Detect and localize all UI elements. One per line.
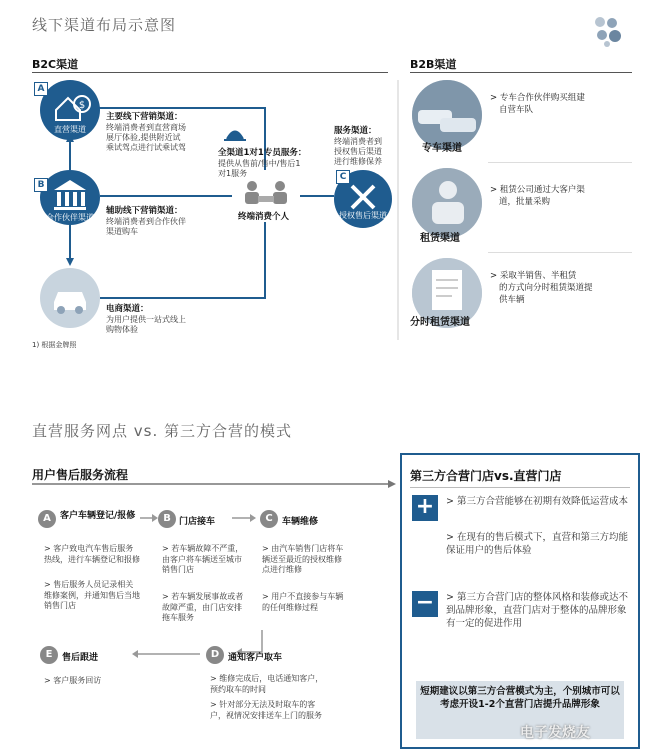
step-c-bullet: > 由汽车销售门店将车辆送至最近的授权维修点进行维修	[262, 544, 344, 574]
conclusion-box: 短期建议以第三方合营模式为主，个别城市可以考虑开设1-2个直营门店提升品牌形象	[416, 681, 624, 739]
timeshare-line: 的方式向分时租赁渠道提	[499, 283, 593, 293]
service-channel-title: 服务渠道：	[334, 126, 377, 136]
step-d-title: 通知客户取车	[228, 653, 283, 663]
aux-offline-line: 渠道购车	[106, 227, 138, 236]
step-a-bullet: > 客户致电汽车售后服务热线，进行车辆登记和报修	[44, 544, 140, 564]
leasing-channel-image	[412, 168, 482, 238]
timeshare-line: 供车辆	[499, 295, 525, 305]
svg-text:$: $	[78, 100, 86, 111]
step-d-bullet: > 维修完成后，电话通知客户，预约取车的时间	[210, 674, 324, 694]
main-offline-line: 终端消费者到直营商场	[106, 123, 186, 132]
service-channel-line: 授权售后渠道	[334, 147, 382, 156]
step-e-title: 售后跟进	[62, 653, 99, 663]
direct-channel-label: 直营渠道	[54, 125, 86, 134]
leasing-line: > 租赁公司通过大客户渠	[490, 185, 585, 195]
b2b-separator	[488, 252, 632, 253]
timeshare-line: > 采取半销售、半租赁	[490, 271, 577, 281]
node-c-badge: C	[336, 170, 350, 184]
step-d-bullet: > 针对部分无法及时取车的客户，视情况安排送车上门的服务	[210, 700, 322, 720]
full-service-line: 提供从售前/售中/售后1	[218, 159, 301, 168]
aux-offline-lines	[106, 217, 186, 237]
step-a-badge: A	[38, 510, 56, 528]
ecommerce-lines	[106, 315, 186, 335]
full-service-line: 对1服务	[218, 169, 248, 178]
partner-channel-node	[40, 170, 100, 225]
step-e-bullet: > 客户服务回访	[44, 676, 102, 685]
service-channel-lines	[334, 137, 382, 167]
flow-header-arrow	[32, 480, 400, 490]
leasing-line: 道，批量采购	[499, 197, 551, 207]
ride-hailing-label: 专车渠道	[422, 143, 462, 154]
step-c-title: 车辆维修	[282, 517, 319, 527]
plus-point: > 第三方合营能够在初期有效降低运营成本	[446, 496, 628, 507]
step-a-title: 客户车辆登记/报修	[60, 511, 136, 521]
b2b-header: B2B渠道	[410, 58, 457, 71]
timeshare-label: 分时租赁渠道	[410, 317, 470, 328]
step-e-badge: E	[40, 646, 58, 664]
direct-channel-node	[40, 80, 100, 140]
leasing-label: 租赁渠道	[420, 233, 460, 244]
step-b-bullet: > 若车辆发展事故或者故障严重，由门店安排拖车服务	[162, 592, 244, 622]
plus-point: > 在现有的售后模式下，直营和第三方均能保证用户的售后体验	[446, 532, 628, 556]
full-service-title: 全渠道1对1专员服务：	[218, 148, 307, 158]
layout-diagram-title: 线下渠道布局示意图	[32, 16, 177, 34]
comparison-panel	[400, 453, 640, 749]
step-b-badge: B	[158, 510, 176, 528]
panel-rule	[410, 487, 630, 488]
consumer-icon	[236, 178, 296, 208]
partner-channel-label: 合作伙伴渠道	[46, 213, 94, 222]
handshake-icon	[412, 168, 482, 238]
panel-title: 第三方合营门店vs.直营门店	[410, 469, 562, 483]
step-c-badge: C	[260, 510, 278, 528]
main-offline-title: 主要线下营销渠道：	[106, 112, 183, 122]
step-d-badge: D	[206, 646, 224, 664]
after-sales-channel-label: 授权售后渠道	[339, 211, 387, 220]
aux-offline-title: 辅助线下营销渠道：	[106, 206, 183, 216]
flow-header: 用户售后服务流程	[32, 468, 129, 482]
cars-icon	[412, 80, 482, 150]
minus-icon: −	[412, 591, 438, 617]
timeshare-desc	[490, 270, 593, 306]
main-offline-lines	[106, 123, 186, 153]
ride-hailing-desc	[490, 92, 585, 116]
ecommerce-line: 购物体验	[106, 325, 138, 334]
service-channel-line: 终端消费者到	[334, 137, 382, 146]
car-icon	[40, 268, 100, 328]
main-offline-line: 展厅体验,提供附近试	[106, 133, 181, 142]
watermark: 电子发烧友	[520, 725, 590, 741]
mode-comparison-title: 直营服务网点 vs. 第三方合营的模式	[32, 422, 292, 440]
ride-hailing-line: 自营车队	[499, 105, 534, 115]
minus-point: > 第三方合营门店的整体风格和装修或达不到品牌形象，直营门店对于整体的品牌形象有一定的促进作用	[446, 592, 628, 629]
ecommerce-channel-node	[40, 268, 100, 328]
b2b-separator	[488, 162, 632, 163]
ride-hailing-channel-image	[412, 80, 482, 150]
ecommerce-line: 为用户提供一站式线上	[106, 315, 186, 324]
ecommerce-title: 电商渠道：	[106, 304, 149, 314]
plus-icon: +	[412, 495, 438, 521]
b2c-header: B2C渠道	[32, 58, 79, 71]
step-c-bullet: > 用户不直接参与车辆的任何维修过程	[262, 592, 344, 612]
footnote: 1) 根据金牌照	[32, 341, 77, 349]
service-channel-line: 进行维修保养	[334, 157, 382, 166]
step-b-title: 门店接车	[179, 517, 216, 527]
node-a-badge: A	[34, 82, 48, 96]
step-a-bullet: > 售后服务人员记录相关维修案例，并通知售后当地销售门店	[44, 580, 140, 610]
node-b-badge: B	[34, 178, 48, 192]
aux-offline-line: 终端消费者到合作伙伴	[106, 217, 186, 226]
main-offline-line: 乘试驾点进行试乘试驾	[106, 143, 186, 152]
full-service-lines	[218, 159, 300, 179]
ride-hailing-line: > 专车合作伙伴购买组建	[490, 93, 585, 103]
leasing-desc	[490, 184, 585, 208]
step-b-bullet: > 若车辆故障不严重，由客户将车辆送至城市销售门店	[162, 544, 244, 574]
service-bell-icon	[222, 122, 248, 144]
consumer-label: 终端消费个人	[238, 212, 290, 222]
